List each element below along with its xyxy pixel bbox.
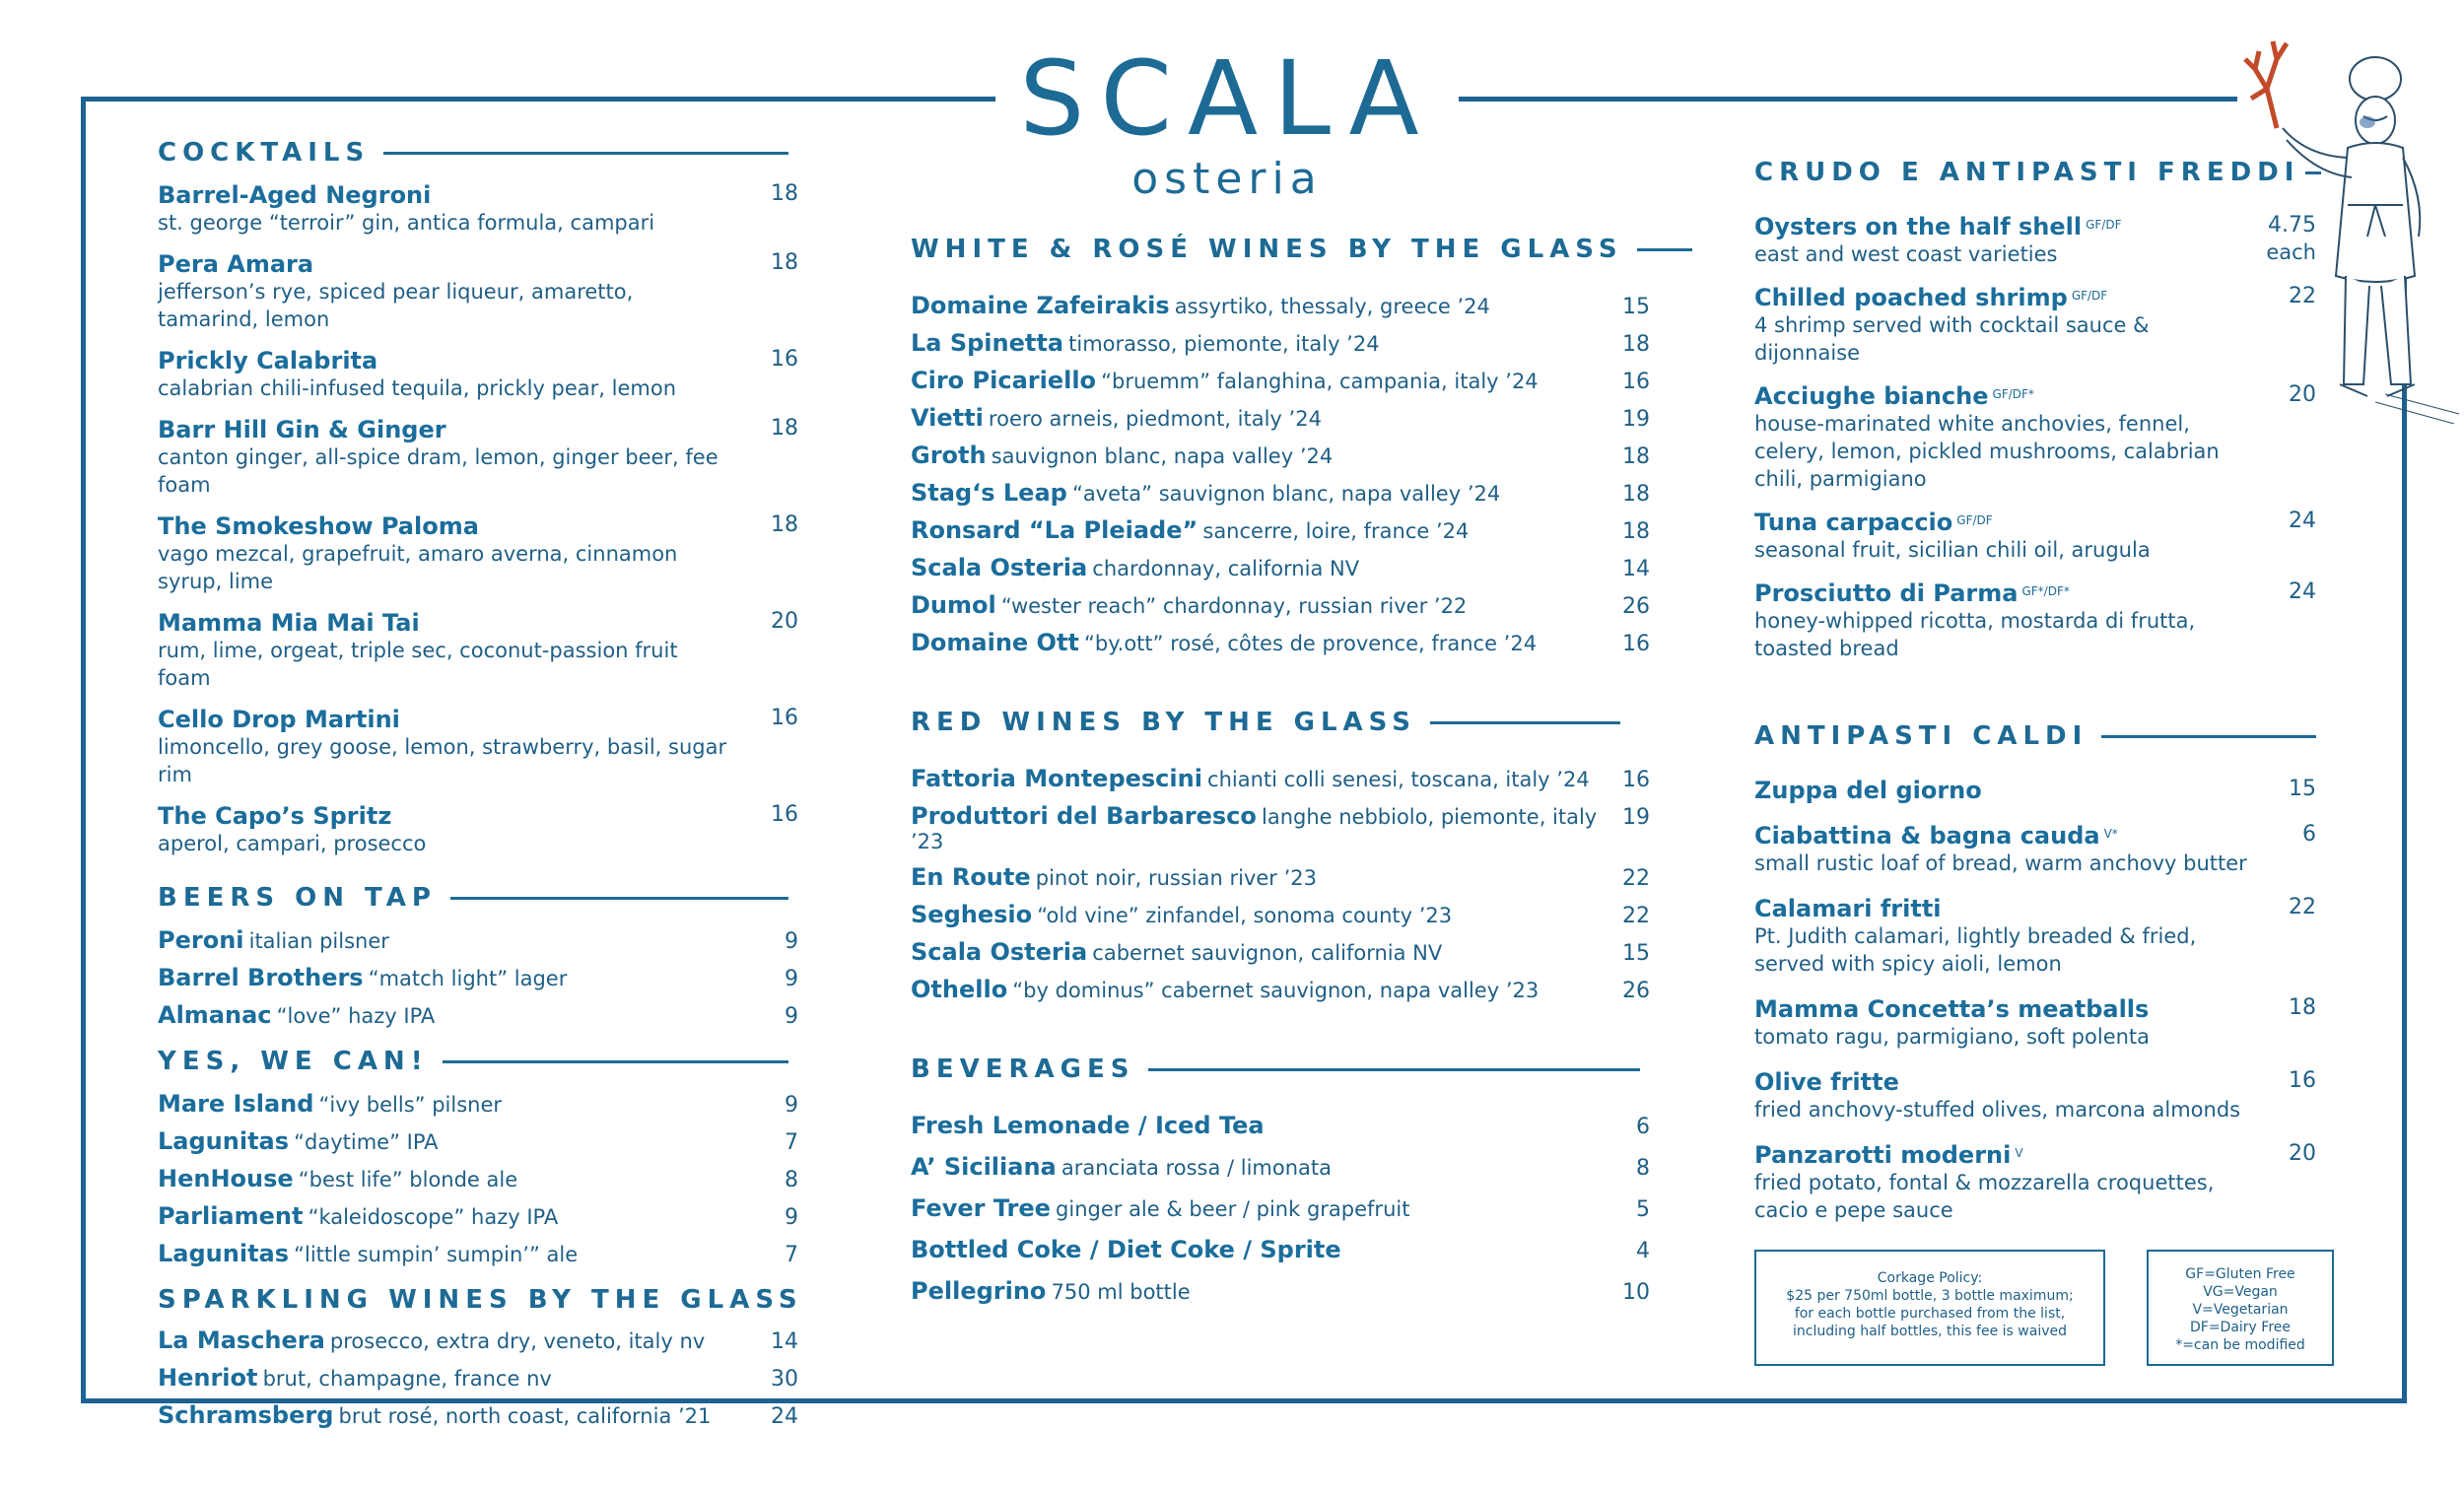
item-price: 8 (785, 1168, 798, 1192)
item-price: 19 (1622, 805, 1650, 830)
item-price: 24 (771, 1404, 798, 1429)
legend-line: GF=Gluten Free (2185, 1266, 2295, 1282)
item-name: Fresh Lemonade / Iced Tea (911, 1112, 1265, 1139)
item-price: 9 (785, 967, 798, 991)
item-name-line (1754, 1068, 2316, 1096)
menu-item (158, 609, 798, 692)
item-name-line (158, 512, 798, 540)
item-detail: sauvignon blanc, napa valley ’24 (991, 444, 1334, 468)
menu-row (911, 863, 1650, 891)
menu-item (158, 706, 798, 788)
item-name: Oysters on the half shell (1754, 213, 2083, 240)
menu-row (158, 1364, 798, 1392)
item-price: 16 (2289, 1068, 2316, 1093)
item-name-line (158, 609, 798, 637)
item-name: The Capo’s Spritz (158, 802, 392, 830)
menu-row (911, 479, 1650, 507)
item-name-line (1754, 382, 2316, 410)
item-description: canton ginger, all-spice dram, lemon, ginger beer, fee foam (158, 445, 719, 497)
crudo-list (1754, 213, 2316, 662)
item-price: 20 (2289, 1141, 2316, 1166)
menu-row (158, 1127, 798, 1155)
item-name: Domaine Ott (911, 629, 1079, 656)
item-detail: “by.ott” rosé, côtes de provence, france ’24 (1084, 632, 1538, 655)
menu-row (158, 1326, 798, 1354)
menu-item (158, 416, 798, 499)
menu-row (911, 404, 1650, 432)
item-name: Dumol (911, 591, 996, 619)
menu-row (911, 329, 1650, 357)
legend-line: DF=Dairy Free (2189, 1320, 2291, 1335)
menu-item (1754, 1141, 2316, 1224)
item-detail: ginger ale & beer / pink grapefruit (1056, 1197, 1410, 1221)
item-name: Stag‘s Leap (911, 479, 1067, 507)
item-price: 30 (771, 1367, 798, 1392)
item-name: Barrel Brothers (158, 964, 364, 991)
item-description: aperol, campari, prosecco (158, 832, 427, 855)
item-name: Pellegrino (911, 1277, 1047, 1305)
row-label (158, 964, 567, 991)
menu-row (911, 1194, 1650, 1222)
legend-line: *=can be modified (2175, 1337, 2305, 1353)
cocktails-title: COCKTAILS (158, 138, 788, 168)
row-label (911, 591, 1467, 619)
row-label (911, 479, 1500, 507)
menu-item (1754, 382, 2316, 493)
item-description: rum, lime, orgeat, triple sec, coconut-passion fruit foam (158, 639, 678, 690)
menu-item (158, 347, 798, 402)
item-price: 4 (1636, 1239, 1650, 1263)
item-name-line (1754, 509, 2316, 536)
item-description: jefferson’s rye, spiced pear liqueur, amaretto, tamarind, lemon (158, 280, 634, 331)
item-price: 20 (771, 609, 798, 634)
item-name: Lagunitas (158, 1127, 290, 1155)
menu-row (158, 1001, 798, 1029)
item-name-line (158, 347, 798, 374)
menu-row (911, 938, 1650, 966)
row-label (911, 1112, 1265, 1139)
item-name-line (158, 802, 798, 830)
row-label (158, 1401, 711, 1429)
item-description: vago mezcal, grapefruit, amaro averna, cinnamon syrup, lime (158, 542, 678, 593)
item-price: 18 (771, 512, 798, 537)
item-detail: “match light” lager (368, 967, 568, 990)
item-name: Cello Drop Martini (158, 706, 400, 733)
item-name-line (1754, 1141, 2316, 1169)
row-label (158, 1326, 705, 1354)
item-name: Acciughe bianche (1754, 382, 1989, 410)
crudo-title: CRUDO E ANTIPASTI FREDDI (1754, 158, 2316, 187)
item-detail: “by dominus” cabernet sauvignon, napa valley ’23 (1012, 979, 1540, 1002)
item-name-line (1754, 213, 2316, 240)
brand-name: SCALA (1019, 38, 1435, 159)
item-description: limoncello, grey goose, lemon, strawberry, basil, sugar rim (158, 735, 727, 786)
item-price: 20 (2289, 382, 2316, 407)
item-detail: chianti colli senesi, toscana, italy ’24 (1207, 768, 1590, 791)
menu-row (911, 591, 1650, 619)
item-detail: “little sumpin’ sumpin’” ale (294, 1243, 579, 1266)
item-price: 16 (1622, 632, 1650, 656)
sparkling-list (158, 1326, 798, 1429)
menu-row (911, 1236, 1650, 1263)
row-label (911, 1236, 1341, 1263)
row-label (158, 1240, 578, 1267)
item-price: 7 (785, 1243, 798, 1267)
item-price: 18 (771, 416, 798, 441)
item-description: house-marinated white anchovies, fennel, celery, lemon, pickled mushrooms, calabrian chili, parmigiano (1754, 412, 2220, 491)
item-name: Groth (911, 442, 987, 469)
caldi-list (1754, 777, 2316, 1224)
item-description: fried anchovy-stuffed olives, marcona almonds (1754, 1098, 2241, 1122)
item-name-line (1754, 284, 2316, 311)
item-name: Vietti (911, 404, 984, 432)
item-name: Olive fritte (1754, 1068, 1899, 1096)
item-price: 18 (771, 181, 798, 206)
item-detail: timorasso, piemonte, italy ’24 (1068, 332, 1380, 356)
item-name: Prickly Calabrita (158, 347, 378, 374)
menu-row (911, 1277, 1650, 1305)
item-description: fried potato, fontal & mozzarella croquettes, cacio e pepe sauce (1754, 1171, 2215, 1222)
item-name: Fattoria Montepescini (911, 765, 1202, 792)
menu-row (911, 442, 1650, 469)
item-name: Fever Tree (911, 1194, 1051, 1222)
item-name: La Spinetta (911, 329, 1064, 357)
item-price: 6 (1636, 1115, 1650, 1139)
row-label (911, 1153, 1332, 1181)
item-name-line (158, 416, 798, 443)
item-name: Prosciutto di Parma (1754, 579, 2019, 607)
menu-row (911, 367, 1650, 394)
item-description: seasonal fruit, sicilian chili oil, arugula (1754, 538, 2151, 562)
beverages-title: BEVERAGES (911, 1054, 1640, 1084)
item-detail: brut, champagne, france nv (262, 1367, 552, 1391)
diet-legend-box (2147, 1250, 2334, 1366)
menu-row (911, 802, 1650, 853)
item-price: 22 (1622, 866, 1650, 891)
diet-tag: GF*/DF* (2021, 583, 2070, 598)
item-name: Scala Osteria (911, 554, 1088, 581)
item-price: 18 (1622, 482, 1650, 507)
menu-row (911, 1153, 1650, 1181)
menu-item (158, 181, 798, 237)
item-name: Produttori del Barbaresco (911, 802, 1257, 830)
item-price: 9 (785, 929, 798, 954)
item-detail: “kaleidoscope” hazy IPA (308, 1205, 559, 1229)
item-price: 16 (771, 347, 798, 372)
item-detail: roero arneis, piedmont, italy ’24 (988, 407, 1322, 431)
cans-title: YES, WE CAN! (158, 1047, 788, 1076)
item-name: Lagunitas (158, 1240, 290, 1267)
item-description: Pt. Judith calamari, lightly breaded & fried, served with spicy aioli, lemon (1754, 924, 2197, 976)
menu-item (1754, 895, 2316, 978)
item-price: 6 (2302, 822, 2316, 847)
item-detail: italian pilsner (248, 929, 389, 953)
item-price: 9 (785, 1004, 798, 1029)
red-list (911, 765, 1650, 1003)
item-description: tomato ragu, parmigiano, soft polenta (1754, 1025, 2151, 1049)
item-name: En Route (911, 863, 1031, 891)
menu-row (911, 901, 1650, 928)
item-price: 18 (1622, 332, 1650, 357)
item-description: 4 shrimp served with cocktail sauce & dijonnaise (1754, 313, 2150, 365)
item-price: 18 (771, 250, 798, 275)
item-price: 16 (771, 802, 798, 827)
item-detail: “old vine” zinfandel, sonoma county ’23 (1037, 904, 1453, 927)
item-detail: 750 ml bottle (1051, 1280, 1191, 1304)
menu-row (158, 1165, 798, 1192)
row-label (911, 976, 1539, 1003)
menu-item (158, 802, 798, 857)
diet-tag: V* (2103, 826, 2118, 841)
diet-tag: GF/DF (2071, 288, 2108, 303)
menu-item (1754, 822, 2316, 877)
item-price: 14 (771, 1329, 798, 1354)
item-detail: aranciata rossa / limonata (1061, 1156, 1333, 1180)
item-name-line (158, 706, 798, 733)
diet-tag: GF/DF* (1992, 386, 2034, 401)
item-price: 16 (1622, 370, 1650, 394)
menu-row (911, 976, 1650, 1003)
menu-item (1754, 284, 2316, 367)
menu-row (158, 1090, 798, 1118)
row-label (911, 404, 1322, 432)
item-name: Seghesio (911, 901, 1033, 928)
menu-row (911, 554, 1650, 581)
row-label (911, 863, 1317, 891)
menu-row (911, 292, 1650, 319)
cocktails-list (158, 181, 798, 857)
diet-tag: GF/DF (1956, 512, 1993, 527)
menu-row (911, 629, 1650, 656)
item-name: Almanac (158, 1001, 272, 1029)
item-name: Panzarotti moderni (1754, 1141, 2012, 1169)
diet-tag: GF/DF (2086, 217, 2122, 232)
item-price: 24 (2289, 579, 2316, 604)
corkage-title: Corkage Policy: (1877, 1270, 1983, 1286)
white-rose-list (911, 292, 1650, 656)
row-label (911, 1194, 1409, 1222)
item-detail: “bruemm” falanghina, campania, italy ’24 (1101, 370, 1539, 393)
row-label (911, 629, 1537, 656)
menu-item (1754, 995, 2316, 1051)
menu-item (1754, 213, 2316, 268)
item-detail: brut rosé, north coast, california ’21 (338, 1404, 712, 1428)
item-name: La Maschera (158, 1326, 325, 1354)
item-name: Schramsberg (158, 1401, 334, 1429)
corkage-line: $25 per 750ml bottle, 3 bottle maximum; (1786, 1288, 2074, 1304)
item-name: Tuna carpaccio (1754, 509, 1953, 536)
red-title: RED WINES BY THE GLASS (911, 708, 1620, 737)
diet-tag: V (2015, 1145, 2023, 1160)
item-name: Ronsard “La Pleiade” (911, 516, 1198, 544)
menu-item (1754, 579, 2316, 662)
row-label (911, 901, 1452, 928)
item-price: 16 (771, 706, 798, 730)
item-detail: “best life” blonde ale (298, 1168, 518, 1191)
item-name: Mare Island (158, 1090, 314, 1118)
item-price-unit: each (2266, 240, 2316, 264)
item-name: Scala Osteria (911, 938, 1088, 966)
item-detail: “aveta” sauvignon blanc, napa valley ’24 (1071, 482, 1501, 506)
row-label (158, 1364, 552, 1392)
item-detail: assyrtiko, thessaly, greece ’24 (1174, 295, 1490, 318)
beers-title: BEERS ON TAP (158, 883, 788, 913)
item-price: 26 (1622, 594, 1650, 619)
item-name: Zuppa del giorno (1754, 777, 1982, 804)
menu-row (158, 964, 798, 991)
corkage-line: including half bottles, this fee is waived (1793, 1324, 2067, 1339)
sparkling-title: SPARKLING WINES BY THE GLASS (158, 1285, 803, 1315)
row-label (911, 442, 1333, 469)
item-detail: “daytime” IPA (294, 1130, 439, 1154)
item-detail: prosecco, extra dry, veneto, italy nv (329, 1329, 706, 1353)
corkage-policy-box (1754, 1250, 2105, 1366)
item-price: 15 (1622, 941, 1650, 966)
item-name-line (1754, 777, 2316, 804)
item-price: 18 (1622, 519, 1650, 544)
item-name: Othello (911, 976, 1008, 1003)
menu-row (911, 765, 1650, 792)
item-name-line (158, 250, 798, 278)
item-detail: “ivy bells” pilsner (318, 1093, 503, 1117)
item-price: 14 (1622, 557, 1650, 581)
item-name: Calamari fritti (1754, 895, 1942, 922)
cans-list (158, 1090, 798, 1267)
item-name: Mamma Mia Mai Tai (158, 609, 420, 637)
item-name: Domaine Zafeirakis (911, 292, 1170, 319)
row-label (158, 1090, 502, 1118)
corkage-line: for each bottle purchased from the list, (1794, 1306, 2066, 1322)
item-price: 22 (2289, 895, 2316, 919)
item-price: 8 (1636, 1156, 1650, 1181)
legend-line: V=Vegetarian (2192, 1302, 2289, 1318)
item-description: st. george “terroir” gin, antica formula, campari (158, 211, 655, 235)
menu-row (158, 926, 798, 954)
item-name: A’ Siciliana (911, 1153, 1057, 1181)
item-detail: “love” hazy IPA (276, 1004, 436, 1028)
item-price: 15 (1622, 295, 1650, 319)
row-label (158, 1165, 517, 1192)
item-price: 9 (785, 1205, 798, 1230)
row-label (158, 926, 389, 954)
left-column (158, 138, 803, 1439)
row-label (158, 1202, 558, 1230)
right-column (1754, 158, 2316, 1242)
item-detail: chardonnay, california NV (1092, 557, 1360, 580)
item-price: 22 (1622, 904, 1650, 928)
item-price: 18 (2289, 995, 2316, 1020)
item-description: honey-whipped ricotta, mostarda di frutta, toasted bread (1754, 609, 2196, 660)
item-detail: langhe nebbiolo, piemonte, italy ’23 (911, 805, 1598, 853)
item-price: 10 (1622, 1280, 1650, 1305)
item-price: 18 (1622, 444, 1650, 469)
row-label (911, 802, 1622, 853)
item-description: calabrian chili-infused tequila, prickly pear, lemon (158, 376, 677, 400)
row-label (911, 765, 1590, 792)
row-label (911, 329, 1380, 357)
menu-item (1754, 509, 2316, 564)
item-price: 16 (1622, 768, 1650, 792)
item-name: Ciabattina & bagna cauda (1754, 822, 2100, 850)
item-price: 26 (1622, 979, 1650, 1003)
menu-item (1754, 1068, 2316, 1123)
row-label (158, 1001, 435, 1029)
white-rose-title: WHITE & ROSÉ WINES BY THE GLASS (911, 235, 1640, 264)
menu-row (158, 1240, 798, 1267)
item-description: east and west coast varieties (1754, 242, 2058, 266)
brand-logo (995, 38, 1459, 204)
row-label (158, 1127, 439, 1155)
menu-row (911, 1112, 1650, 1139)
row-label (911, 516, 1469, 544)
item-name-line (1754, 995, 2316, 1023)
item-name: The Smokeshow Paloma (158, 512, 479, 540)
row-label (911, 292, 1490, 319)
item-name: Barr Hill Gin & Ginger (158, 416, 446, 443)
item-name: Chilled poached shrimp (1754, 284, 2068, 311)
item-name: Mamma Concetta’s meatballs (1754, 995, 2150, 1023)
item-price: 5 (1636, 1197, 1650, 1222)
item-price: 4.75 (2268, 213, 2316, 238)
item-name: Ciro Picariello (911, 367, 1097, 394)
item-price: 22 (2289, 284, 2316, 308)
item-name: Bottled Coke / Diet Coke / Sprite (911, 1236, 1341, 1263)
item-name-line (158, 181, 798, 209)
menu-item (1754, 777, 2316, 804)
item-price: 7 (785, 1130, 798, 1155)
item-price: 24 (2289, 509, 2316, 533)
item-description: small rustic loaf of bread, warm anchovy butter (1754, 851, 2247, 875)
item-name: HenHouse (158, 1165, 294, 1192)
item-name-line (1754, 579, 2316, 607)
menu-row (158, 1202, 798, 1230)
row-label (911, 938, 1442, 966)
row-label (911, 1277, 1191, 1305)
item-price: 9 (785, 1093, 798, 1118)
menu-row (911, 516, 1650, 544)
item-detail: cabernet sauvignon, california NV (1092, 941, 1443, 965)
middle-column (911, 235, 1650, 1319)
menu-item (158, 250, 798, 333)
caldi-title: ANTIPASTI CALDI (1754, 721, 2316, 751)
legend-line: VG=Vegan (2203, 1284, 2278, 1300)
item-name: Parliament (158, 1202, 304, 1230)
menu-row (158, 1401, 798, 1429)
brand-sub: osteria (1131, 154, 1323, 204)
item-name: Barrel-Aged Negroni (158, 181, 432, 209)
beverages-list (911, 1112, 1650, 1305)
item-price: 19 (1622, 407, 1650, 432)
item-name: Peroni (158, 926, 244, 954)
menu-item (158, 512, 798, 595)
item-detail: “wester reach” chardonnay, russian river ’22 (1000, 594, 1468, 618)
item-name-line (1754, 822, 2316, 850)
item-detail: sancerre, loire, france ’24 (1202, 519, 1470, 543)
item-name-line (1754, 895, 2316, 922)
item-price: 15 (2289, 777, 2316, 801)
beers-list (158, 926, 798, 1029)
item-name: Pera Amara (158, 250, 314, 278)
item-detail: pinot noir, russian river ’23 (1035, 866, 1317, 890)
row-label (911, 554, 1359, 581)
row-label (911, 367, 1539, 394)
item-name: Henriot (158, 1364, 258, 1392)
